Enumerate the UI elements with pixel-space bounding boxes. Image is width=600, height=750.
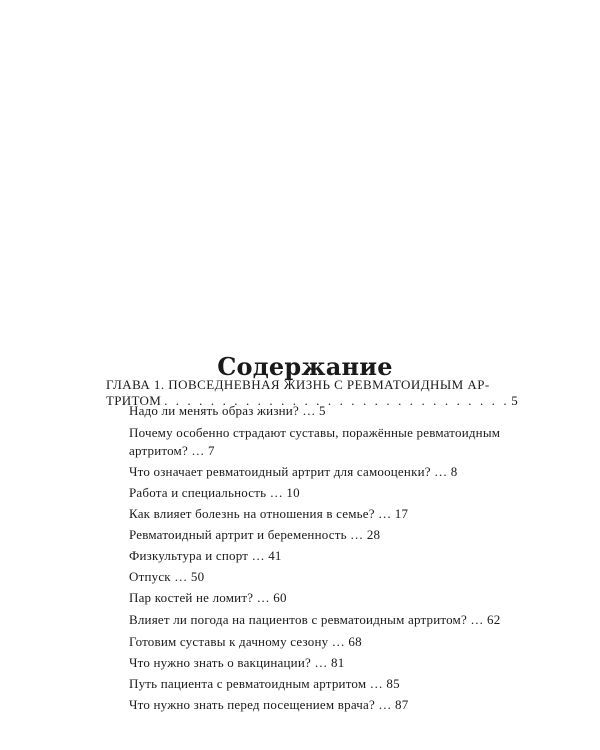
toc-entry[interactable]: Ревматоидный артрит и беременность … 28 xyxy=(129,527,381,542)
toc-entry[interactable]: Работа и специальность … 10 xyxy=(129,485,300,500)
toc-entry[interactable]: Почему особенно страдают суставы, поражённые ревматоидным артритом? … 7 xyxy=(129,425,501,458)
chapter-title-line2: ТРИТОМ xyxy=(106,393,162,408)
toc-entry[interactable]: Путь пациента с ревматоидным артритом … 85 xyxy=(129,675,400,691)
toc-entry[interactable]: Что нужно знать о вакцинации? … 81 xyxy=(129,654,345,670)
chapter-title-line1: ГЛАВА 1. ПОВСЕДНЕВНАЯ ЖИЗНЬ С РЕВМАТОИДНЫМ АР- xyxy=(106,377,490,392)
toc-entry[interactable]: Отпуск … 50 xyxy=(129,569,205,584)
chapter-page-number: 5 xyxy=(511,393,518,408)
toc-entry[interactable]: Надо ли менять образ жизни? … 5 xyxy=(129,403,326,418)
toc-entry[interactable]: Пар костей не ломит? … 60 xyxy=(129,590,287,605)
toc-entry[interactable]: Что означает ревматоидный артрит для самооценки? … 8 xyxy=(129,464,458,479)
toc-entries-list xyxy=(129,403,509,718)
toc-entry[interactable]: Готовим суставы к дачному сезону … 68 xyxy=(129,633,362,649)
toc-entry[interactable]: Физкультура и спорт … 41 xyxy=(129,548,282,563)
toc-entry[interactable]: Что нужно знать перед посещением врача? … 87 xyxy=(129,696,409,712)
toc-title: Содержание xyxy=(217,352,393,382)
toc-entry[interactable]: Как влияет болезнь на отношения в семье? … 17 xyxy=(129,506,409,521)
toc-entry[interactable]: Влияет ли погода на пациентов с ревматоидным артритом? … 62 xyxy=(129,612,501,627)
